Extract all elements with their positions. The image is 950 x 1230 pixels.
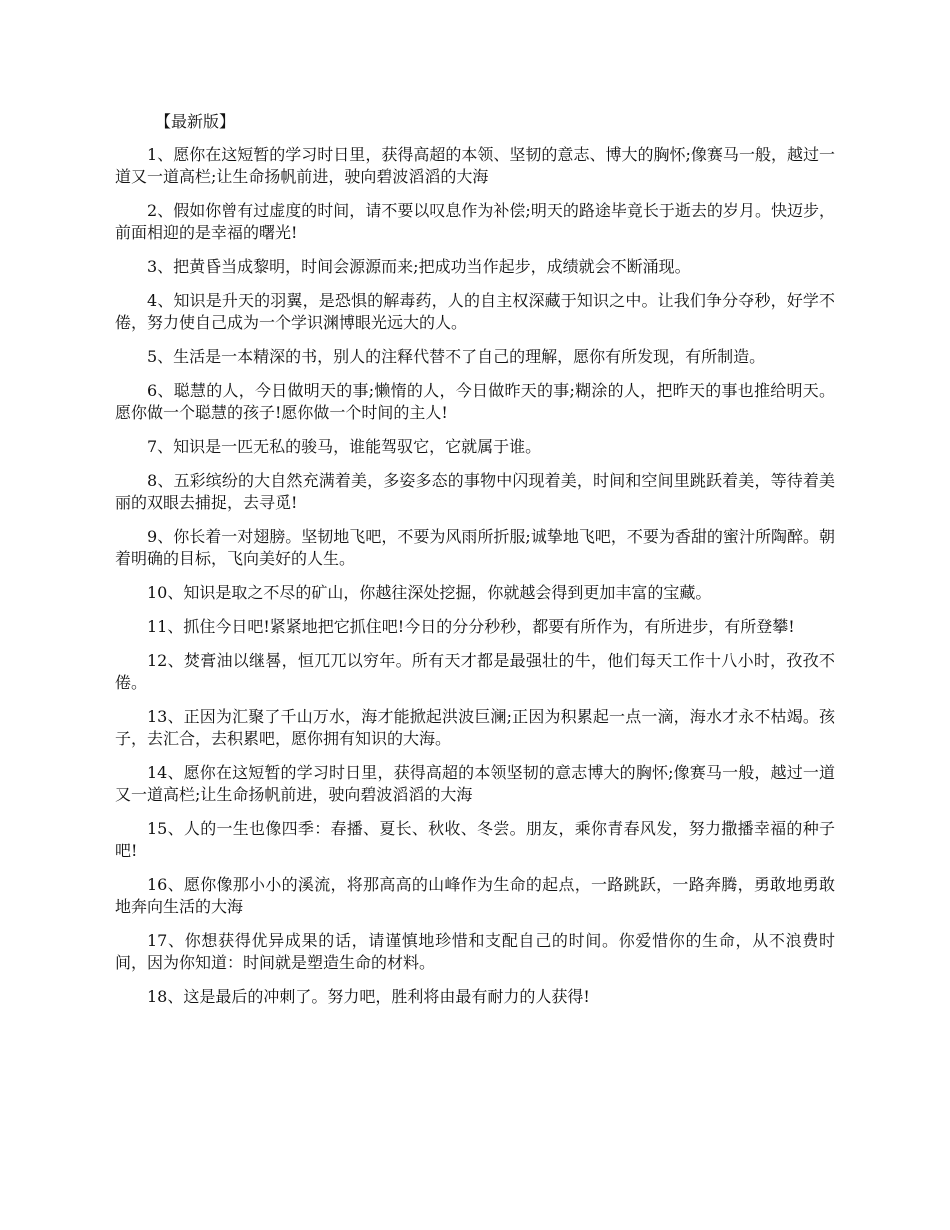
paragraph-6: 6、聪慧的人，今日做明天的事;懒惰的人，今日做昨天的事;糊涂的人，把昨天的事也推给明天。愿你做一个聪慧的孩子!愿你做一个时间的主人! [115, 381, 835, 422]
paragraph-17: 17、你想获得优异成果的话，请谨慎地珍惜和支配自己的时间。你爱惜你的生命，从不浪费时间，因为你知道：时间就是塑造生命的材料。 [115, 931, 835, 972]
paragraph-15: 15、人的一生也像四季：春播、夏长、秋收、冬尝。朋友，乘你青春风发，努力撒播幸福的种子吧! [115, 819, 835, 860]
paragraph-1: 1、愿你在这短暂的学习时日里，获得高超的本领、坚韧的意志、博大的胸怀;像赛马一般，越过一道又一道高栏;让生命扬帆前进，驶向碧波滔滔的大海 [115, 145, 835, 186]
paragraph-9: 9、你长着一对翅膀。坚韧地飞吧，不要为风雨所折服;诚挚地飞吧，不要为香甜的蜜汁所陶醉。朝着明确的目标，飞向美好的人生。 [115, 527, 835, 568]
paragraph-8: 8、五彩缤纷的大自然充满着美，多姿多态的事物中闪现着美，时间和空间里跳跃着美，等待着美丽的双眼去捕捉，去寻觅! [115, 471, 835, 512]
document-page [115, 110, 835, 1020]
paragraph-7: 7、知识是一匹无私的骏马，谁能驾驭它，它就属于谁。 [147, 437, 542, 456]
paragraph-16: 16、愿你像那小小的溪流，将那高高的山峰作为生命的起点，一路跳跃，一路奔腾，勇敢地勇敢地奔向生活的大海 [115, 875, 835, 916]
paragraph-10: 10、知识是取之不尽的矿山，你越往深处挖掘，你就越会得到更加丰富的宝藏。 [147, 583, 712, 602]
paragraph-2: 2、假如你曾有过虚度的时间，请不要以叹息作为补偿;明天的路途毕竟长于逝去的岁月。快迈步，前面相迎的是幸福的曙光! [115, 201, 835, 242]
paragraph-4: 4、知识是升天的羽翼，是恐惧的解毒药，人的自主权深藏于知识之中。让我们争分夺秒，好学不倦，努力使自己成为一个学识渊博眼光远大的人。 [115, 291, 835, 332]
paragraph-3: 3、把黄昏当成黎明，时间会源源而来;把成功当作起步，成绩就会不断涌现。 [147, 257, 691, 276]
paragraph-11: 11、抓住今日吧!紧紧地把它抓住吧!今日的分分秒秒，都要有所作为，有所进步，有所登攀! [147, 617, 795, 636]
paragraph-18: 18、这是最后的冲刺了。努力吧，胜利将由最有耐力的人获得! [147, 987, 590, 1006]
paragraph-5: 5、生活是一本精深的书，别人的注释代替不了自己的理解，愿你有所发现，有所制造。 [147, 347, 766, 366]
paragraph-14: 14、愿你在这短暂的学习时日里，获得高超的本领坚韧的意志博大的胸怀;像赛马一般，越过一道又一道高栏;让生命扬帆前进，驶向碧波滔滔的大海 [115, 763, 835, 804]
document-heading: 【最新版】 [155, 112, 236, 131]
paragraph-13: 13、正因为汇聚了千山万水，海才能掀起洪波巨澜;正因为积累起一点一滴，海水才永不枯竭。孩子，去汇合，去积累吧，愿你拥有知识的大海。 [115, 707, 835, 748]
paragraph-12: 12、焚膏油以继晷，恒兀兀以穷年。所有天才都是最强壮的牛，他们每天工作十八小时，孜孜不倦。 [115, 651, 835, 692]
